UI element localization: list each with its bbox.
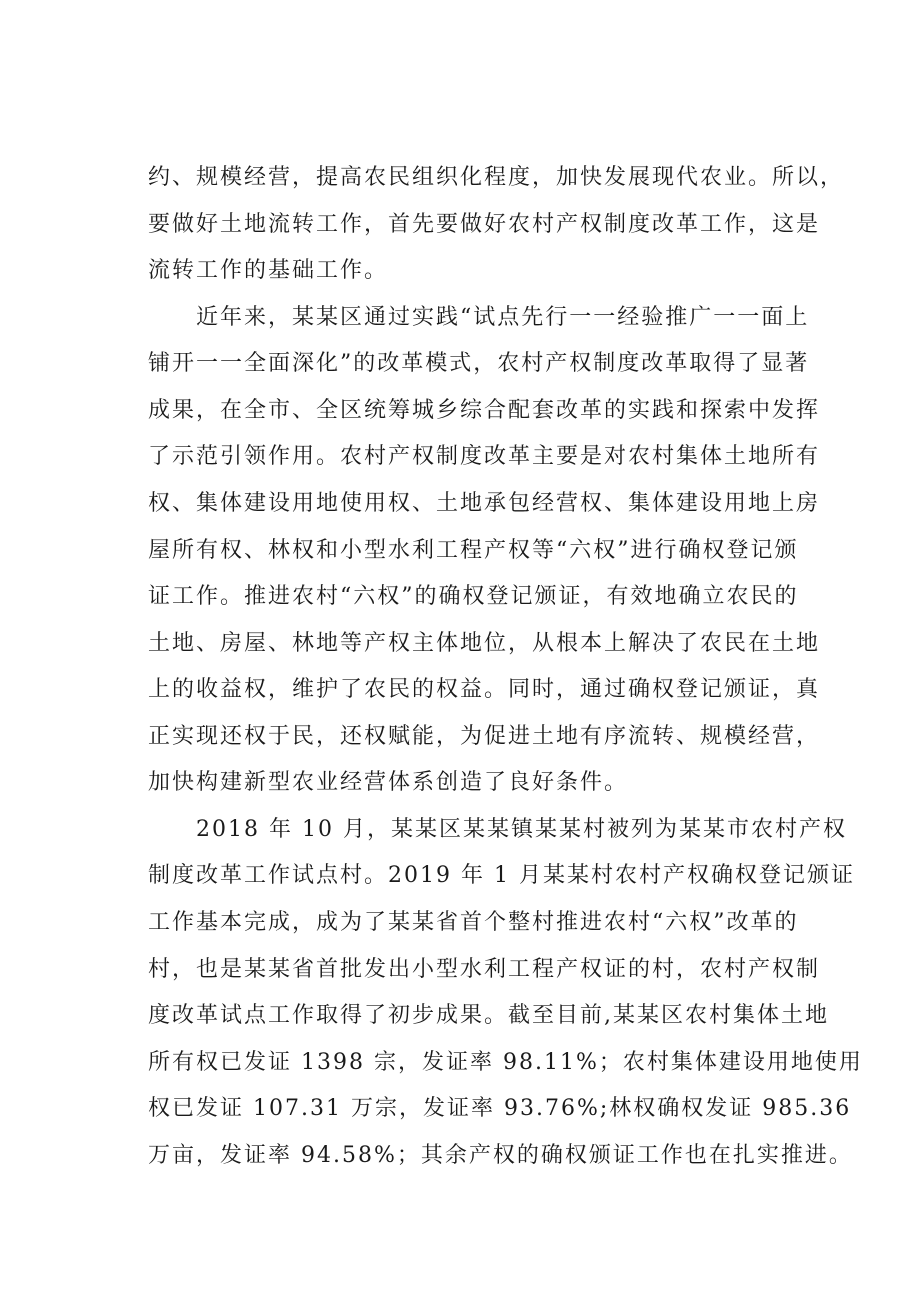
text-line: 制度改革工作试点村。2019 年 1 月某某村农村产权确权登记颁证: [148, 863, 855, 888]
text-line: 权已发证 107.31 万宗，发证率 93.76%;林权确权发证 985.36: [148, 1096, 852, 1121]
text-line: 正实现还权于民，还权赋能，为促进土地有序流转、规模经营，: [148, 724, 821, 749]
paragraph-start-line: 近年来，某某区通过实践“试点先行一一经验推广一一面上: [196, 305, 810, 330]
text-line: 加快构建新型农业经营体系创造了良好条件。: [148, 770, 629, 795]
text-line: 所有权已发证 1398 宗，发证率 98.11%；农村集体建设用地使用: [148, 1050, 863, 1075]
text-line: 万亩，发证率 94.58%；其余产权的确权颁证工作也在扎实推进。: [148, 1143, 853, 1168]
text-line: 了示范引领作用。农村产权制度改革主要是对农村集体土地所有: [148, 444, 821, 469]
text-line: 铺开一一全面深化”的改革模式，农村产权制度改革取得了显著: [148, 351, 810, 376]
text-line: 村，也是某某省首批发出小型水利工程产权证的村，农村产权制: [148, 957, 821, 982]
text-line: 度改革试点工作取得了初步成果。截至目前,某某区农村集体土地: [148, 1003, 829, 1028]
text-line: 流转工作的基础工作。: [148, 258, 389, 283]
paragraph-start-line: 2018 年 10 月，某某区某某镇某某村被列为某某市农村产权: [196, 817, 847, 842]
text-line: 要做好土地流转工作，首先要做好农村产权制度改革工作，这是: [148, 212, 821, 237]
text-line: 上的收益权，维护了农民的权益。同时，通过确权登记颁证，真: [148, 677, 821, 702]
text-line: 屋所有权、林权和小型水利工程产权等“六权”进行确权登记颁: [148, 538, 799, 563]
text-line: 土地、房屋、林地等产权主体地位，从根本上解决了农民在土地: [148, 631, 821, 656]
text-line: 证工作。推进农村“六权”的确权登记颁证，有效地确立农民的: [148, 584, 799, 609]
text-line: 成果，在全市、全区统筹城乡综合配套改革的实践和探索中发挥: [148, 398, 821, 423]
text-line: 工作基本完成，成为了某某省首个整村推进农村“六权”改革的: [148, 910, 799, 935]
text-line: 约、规模经营，提高农民组织化程度，加快发展现代农业。所以，: [148, 165, 845, 190]
text-line: 权、集体建设用地使用权、土地承包经营权、集体建设用地上房: [148, 491, 821, 516]
